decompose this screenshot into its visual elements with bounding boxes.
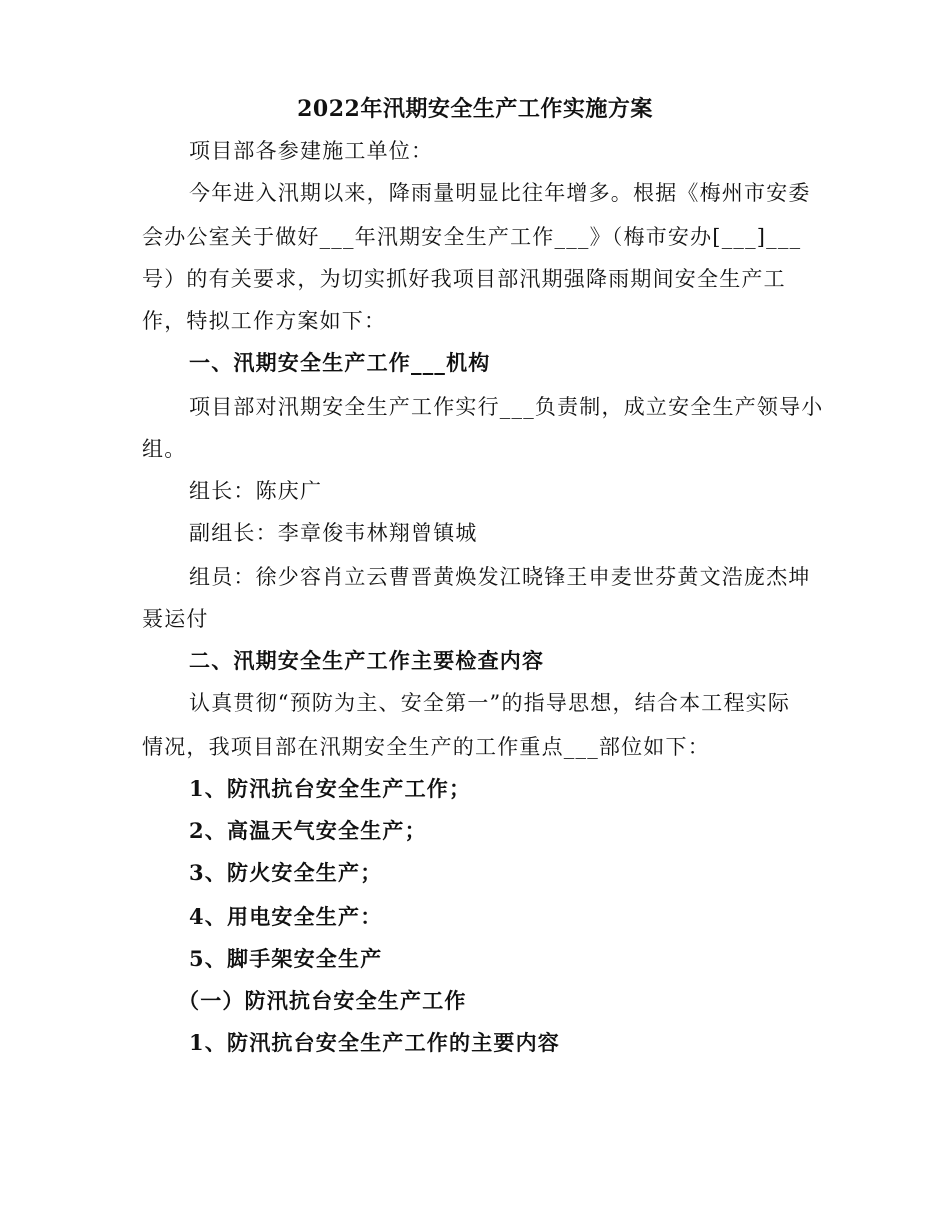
paragraph-intro-line-1: 今年进入汛期以来，降雨量明显比往年增多。根据《梅州市安委 [189,181,811,205]
list-item-5: 5、脚手架安全生产 [189,946,383,971]
paragraph-inspection-line-2: 情况，我项目部在汛期安全生产的工作重点___部位如下： [142,735,710,759]
list-item-4: 4、用电安全生产： [189,904,383,929]
list-item-3: 3、防火安全生产； [189,860,383,885]
section-heading-2: 二、汛期安全生产工作主要检查内容 [189,648,545,673]
section-heading-1: 一、汛期安全生产工作___机构 [189,350,491,375]
group-members-line-2: 聂运付 [142,607,209,631]
list-item-1: 1、防汛抗台安全生产工作； [189,776,472,801]
group-leader: 组长：陈庆广 [189,479,323,503]
paragraph-intro-line-3: 号）的有关要求，为切实抓好我项目部汛期强降雨期间安全生产工 [142,267,786,291]
paragraph-intro-line-4: 作，特拟工作方案如下： [142,309,387,333]
paragraph-intro-line-2: 会办公室关于做好___年汛期安全生产工作___》（梅市安办[___]___ [142,225,802,249]
subsection-heading-1: （一）防汛抗台安全生产工作 [178,988,467,1013]
paragraph-org-line-1: 项目部对汛期安全生产工作实行___负责制，成立安全生产领导小 [189,395,824,419]
paragraph-inspection-line-1: 认真贯彻“预防为主、安全第一”的指导思想，结合本工程实际 [189,691,791,715]
list-item-2: 2、高温天气安全生产； [189,818,427,843]
paragraph-org-line-2: 组。 [142,437,187,461]
deputy-group-leader: 副组长：李章俊韦林翔曾镇城 [189,521,478,545]
document-title: 2022年汛期安全生产工作实施方案 [297,96,653,122]
subsection-item-1: 1、防汛抗台安全生产工作的主要内容 [189,1030,561,1055]
group-members-line-1: 组员：徐少容肖立云曹晋黄焕发江晓锋王申麦世芬黄文浩庞杰坤 [189,565,811,589]
salutation: 项目部各参建施工单位： [189,139,434,163]
